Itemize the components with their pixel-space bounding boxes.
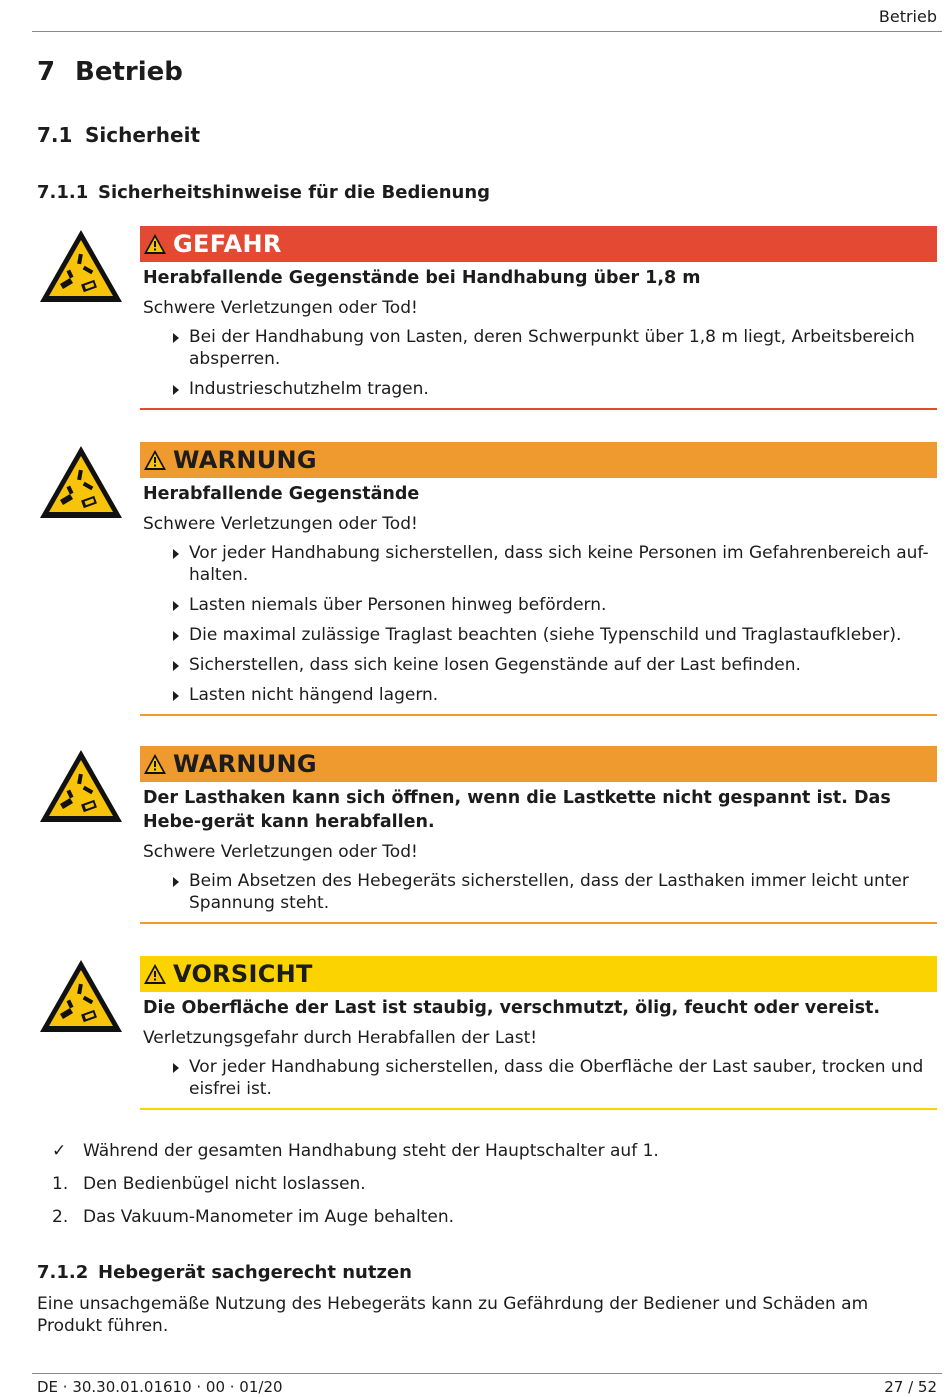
subsection-number: 7.1.2 (37, 1262, 89, 1283)
notice-consequence: Verletzungsgefahr durch Herabfallen der Last! (143, 1028, 538, 1048)
warning-triangle-icon (143, 449, 167, 471)
caret-right-icon (173, 1063, 179, 1073)
signal-word: VORSICHT (173, 960, 313, 988)
falling-objects-warning-sign-icon (38, 958, 124, 1034)
chapter-heading (37, 57, 183, 87)
signal-word-bar (140, 956, 937, 992)
measure-item: Sicherstellen, dass sich keine losen Gegenstände auf der Last befinden. (173, 654, 937, 676)
footer-rule (32, 1373, 942, 1374)
caret-right-icon (173, 549, 179, 559)
warning-triangle-icon (143, 753, 167, 775)
notice-rule (140, 922, 937, 924)
warning-triangle-icon (143, 963, 167, 985)
step-number: 1. (52, 1174, 69, 1194)
notice-warning (38, 746, 937, 924)
section-number: 7.1 (37, 123, 73, 147)
signal-word-bar (140, 442, 937, 478)
chapter-title: Betrieb (75, 57, 183, 87)
caret-right-icon (173, 631, 179, 641)
notice-rule (140, 714, 937, 716)
step-number: 2. (52, 1207, 69, 1227)
step-item: 2. Das Vakuum-Manometer im Auge behalten. (52, 1207, 455, 1227)
measure-item: Industrieschutzhelm tragen. (173, 378, 937, 400)
notice-warning (38, 442, 937, 716)
notice-title: Die Oberfläche der Last ist staubig, verschmutzt, ölig, feucht oder vereist. (143, 998, 880, 1018)
section-heading (37, 123, 200, 147)
notice-caution (38, 956, 937, 1110)
notice-title: Der Lasthaken kann sich öffnen, wenn die Lastkette nicht gespannt ist. Das Hebe-gerät kann herabfallen. (143, 788, 891, 832)
measure-list (173, 870, 937, 914)
caret-right-icon (173, 601, 179, 611)
notice-danger (38, 226, 937, 410)
notice-body (140, 226, 937, 410)
measure-list (173, 1056, 937, 1100)
warning-triangle-icon (143, 233, 167, 255)
notice-body (140, 442, 937, 716)
running-header: Betrieb (878, 7, 937, 26)
measure-item: Die maximal zulässige Traglast beachten (siehe Typenschild und Traglastaufkleber). (173, 624, 937, 646)
notice-consequence: Schwere Verletzungen oder Tod! (143, 298, 418, 318)
falling-objects-warning-sign-icon (38, 748, 124, 824)
signal-word-bar (140, 226, 937, 262)
check-mark-icon: ✓ (52, 1141, 67, 1161)
falling-objects-warning-sign-icon (38, 444, 124, 520)
measure-item: Lasten nicht hängend lagern. (173, 684, 937, 706)
caret-right-icon (173, 333, 179, 343)
page-number: 27 / 52 (884, 1378, 937, 1396)
falling-objects-warning-sign-icon (38, 228, 124, 304)
header-rule (32, 31, 942, 32)
notice-body (140, 956, 937, 1110)
step-item: ✓ Während der gesamten Handhabung steht der Hauptschalter auf 1. (52, 1141, 659, 1161)
chapter-number: 7 (37, 57, 56, 87)
measure-item: Vor jeder Handhabung sicherstellen, dass die Oberfläche der Last sauber, trocken und eisfrei ist. (173, 1056, 937, 1100)
document-id: DE · 30.30.01.01610 · 00 · 01/20 (37, 1378, 283, 1396)
caret-right-icon (173, 691, 179, 701)
measure-list (173, 326, 937, 400)
measure-item: Beim Absetzen des Hebegeräts sicherstellen, dass der Lasthaken immer leicht unter Spannung steht. (173, 870, 937, 914)
measure-list (173, 542, 937, 706)
measure-item: Bei der Handhabung von Lasten, deren Schwerpunkt über 1,8 m liegt, Arbeitsbereich absperren. (173, 326, 937, 370)
step-list (52, 1140, 659, 1239)
subsection-heading (37, 1262, 412, 1283)
caret-right-icon (173, 661, 179, 671)
notice-consequence: Schwere Verletzungen oder Tod! (143, 514, 418, 534)
subsection-number: 7.1.1 (37, 182, 89, 203)
caret-right-icon (173, 877, 179, 887)
caret-right-icon (173, 385, 179, 395)
notice-title: Herabfallende Gegenstände (143, 484, 420, 504)
subsection-title: Sicherheitshinweise für die Bedienung (98, 182, 491, 203)
signal-word: WARNUNG (173, 750, 317, 778)
notice-title: Herabfallende Gegenstände bei Handhabung über 1,8 m (143, 268, 701, 288)
body-paragraph: Eine unsachgemäße Nutzung des Hebegeräts kann zu Gefährdung der Bediener und Schäden am Produkt führen. (37, 1294, 869, 1336)
notice-body (140, 746, 937, 924)
signal-word-bar (140, 746, 937, 782)
notice-consequence: Schwere Verletzungen oder Tod! (143, 842, 418, 862)
section-title: Sicherheit (85, 123, 200, 147)
notice-rule (140, 1108, 937, 1110)
subsection-heading (37, 182, 490, 203)
signal-word: WARNUNG (173, 446, 317, 474)
step-item: 1. Den Bedienbügel nicht loslassen. (52, 1174, 366, 1194)
measure-item: Lasten niemals über Personen hinweg befördern. (173, 594, 937, 616)
measure-item: Vor jeder Handhabung sicherstellen, dass sich keine Personen im Gefahrenbereich auf-halten. (173, 542, 937, 586)
signal-word: GEFAHR (173, 230, 282, 258)
notice-rule (140, 408, 937, 410)
subsection-title: Hebegerät sachgerecht nutzen (98, 1262, 412, 1283)
